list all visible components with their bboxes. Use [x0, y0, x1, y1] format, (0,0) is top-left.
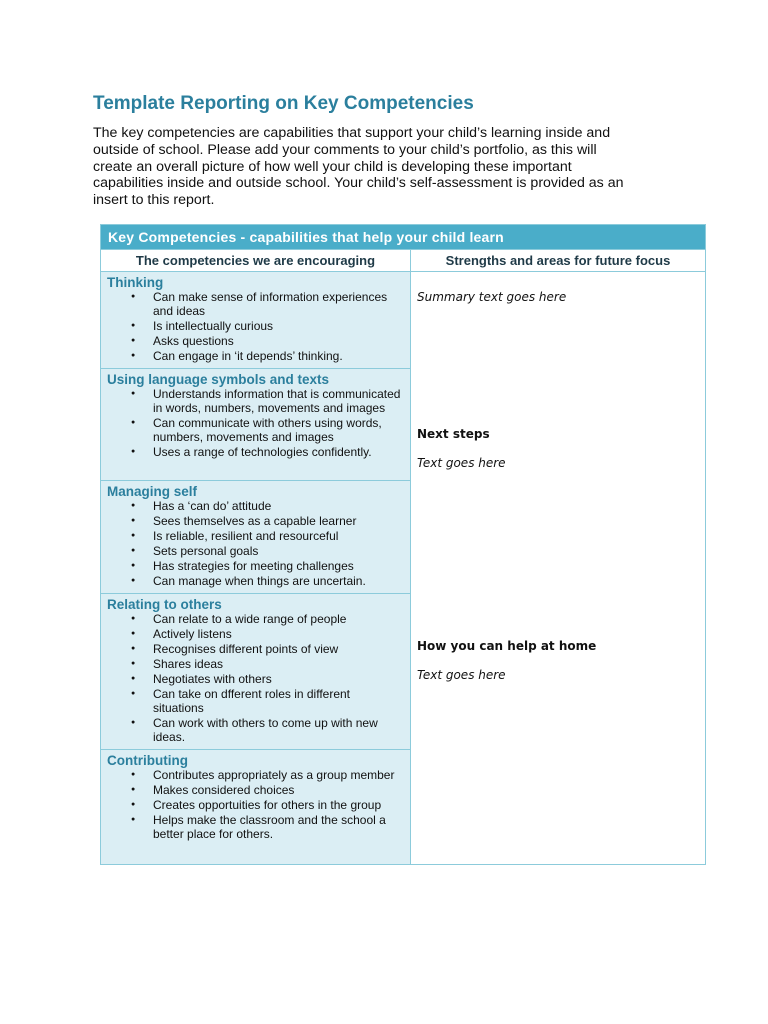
list-item: ● Can relate to a wide range of people [107, 612, 404, 626]
competency-managing-self [101, 481, 411, 594]
list-item: ● Asks questions [107, 334, 404, 348]
page-title: Template Reporting on Key Competencies [93, 93, 474, 114]
list-item: ● Contributes appropriately as a group member [107, 768, 404, 782]
list-item: ● Understands information that is communicated in words, numbers, movements and images [107, 387, 404, 415]
strengths-cell [411, 272, 706, 865]
competency-relating [101, 594, 411, 750]
list-item: ● Actively listens [107, 627, 404, 641]
next-steps-label: Next steps [417, 427, 490, 441]
column-header-strengths: Strengths and areas for future focus [411, 250, 706, 272]
list-item: ● Has a ‘can do’ attitude [107, 499, 404, 513]
summary-text: Summary text goes here [417, 290, 567, 304]
list-item: ● Can make sense of information experiences and ideas [107, 290, 404, 318]
competency-list [107, 612, 404, 744]
help-at-home-text: Text goes here [417, 668, 506, 682]
competency-contributing [101, 750, 411, 865]
list-item: ● Helps make the classroom and the school a better place for others. [107, 813, 404, 841]
intro-line: insert to this report. [93, 192, 215, 209]
list-item: ● Negotiates with others [107, 672, 404, 686]
competency-thinking [101, 272, 411, 369]
list-item: ● Creates opportuities for others in the group [107, 798, 404, 812]
list-item: ● Shares ideas [107, 657, 404, 671]
competency-list [107, 499, 404, 588]
help-at-home-label: How you can help at home [417, 639, 597, 653]
list-item: ● Is intellectually curious [107, 319, 404, 333]
competency-language [101, 369, 411, 481]
list-item: ● Uses a range of technologies confidently. [107, 445, 404, 459]
competencies-table [100, 224, 706, 865]
intro-line: capabilities inside and outside school. Your child’s self-assessment is provided as an [93, 175, 624, 192]
list-item: ● Can work with others to come up with new ideas. [107, 716, 404, 744]
competency-list [107, 290, 404, 363]
list-item: ● Sets personal goals [107, 544, 404, 558]
list-item: ● Can communicate with others using words, numbers, movements and images [107, 416, 404, 444]
competency-title: Relating to others [107, 597, 222, 612]
list-item: ● Sees themselves as a capable learner [107, 514, 404, 528]
list-item: ● Is reliable, resilient and resourceful [107, 529, 404, 543]
list-item: ● Can take on dfferent roles in different situations [107, 687, 404, 715]
intro-line: create an overall picture of how well your child is developing these important [93, 158, 572, 175]
competency-title: Using language symbols and texts [107, 372, 330, 387]
competency-title: Contributing [107, 753, 188, 768]
column-header-competencies: The competencies we are encouraging [101, 250, 411, 272]
intro-line: The key competencies are capabilities that support your child’s learning inside and [93, 125, 611, 141]
intro-paragraph [93, 125, 683, 209]
list-item: ● Can manage when things are uncertain. [107, 574, 404, 588]
list-item: ● Makes considered choices [107, 783, 404, 797]
table-header: Key Competencies - capabilities that help your child learn [101, 225, 706, 250]
list-item: ● Recognises different points of view [107, 642, 404, 656]
list-item: ● Has strategies for meeting challenges [107, 559, 404, 573]
competency-title: Managing self [107, 484, 198, 499]
competency-list [107, 768, 404, 841]
competency-title: Thinking [107, 275, 164, 290]
list-item: ● Can engage in ‘it depends’ thinking. [107, 349, 404, 363]
intro-line: outside of school. Please add your comments to your child’s portfolio, as this will [93, 141, 597, 158]
next-steps-text: Text goes here [417, 456, 506, 470]
competency-list [107, 387, 404, 459]
